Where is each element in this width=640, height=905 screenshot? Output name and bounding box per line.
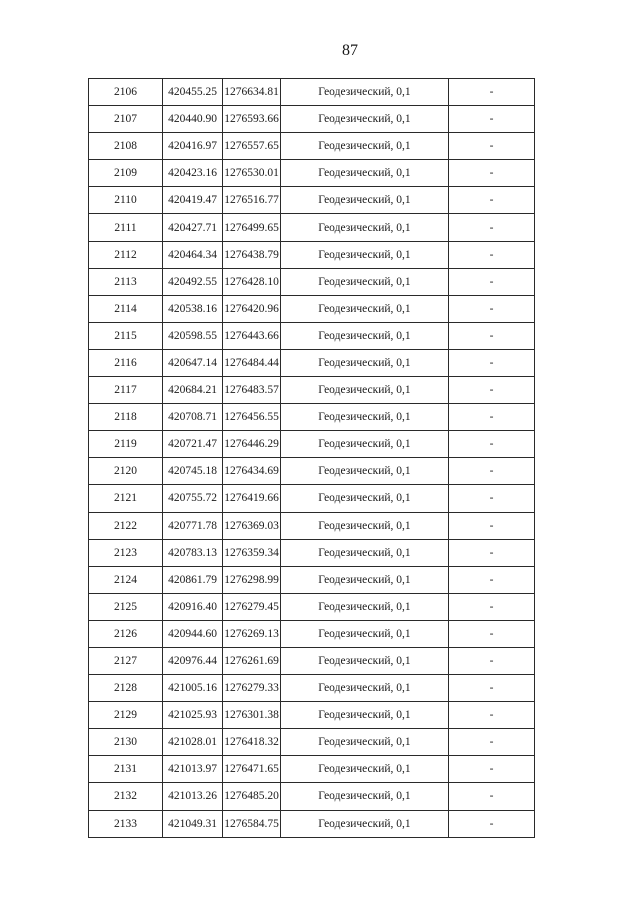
table-row <box>89 295 535 322</box>
table-row <box>89 783 535 810</box>
point-number-cell: 2131 <box>89 756 163 783</box>
note-cell: - <box>449 214 535 241</box>
y-coordinate-cell: 1276418.32 <box>223 729 281 756</box>
method-accuracy-cell: Геодезический, 0,1 <box>281 458 449 485</box>
method-accuracy-cell: Геодезический, 0,1 <box>281 702 449 729</box>
table-row <box>89 566 535 593</box>
table-row <box>89 756 535 783</box>
x-coordinate-cell: 420419.47 <box>163 187 223 214</box>
x-coordinate-cell: 420423.16 <box>163 160 223 187</box>
point-number-cell: 2116 <box>89 349 163 376</box>
table-row <box>89 349 535 376</box>
page-number: 87 <box>342 42 358 59</box>
method-accuracy-cell: Геодезический, 0,1 <box>281 810 449 837</box>
table-row <box>89 214 535 241</box>
x-coordinate-cell: 421013.26 <box>163 783 223 810</box>
note-cell: - <box>449 647 535 674</box>
table-row <box>89 485 535 512</box>
x-coordinate-cell: 421013.97 <box>163 756 223 783</box>
method-accuracy-cell: Геодезический, 0,1 <box>281 729 449 756</box>
y-coordinate-cell: 1276443.66 <box>223 322 281 349</box>
y-coordinate-cell: 1276485.20 <box>223 783 281 810</box>
y-coordinate-cell: 1276434.69 <box>223 458 281 485</box>
y-coordinate-cell: 1276301.38 <box>223 702 281 729</box>
table-row <box>89 268 535 295</box>
y-coordinate-cell: 1276359.34 <box>223 539 281 566</box>
y-coordinate-cell: 1276261.69 <box>223 647 281 674</box>
point-number-cell: 2115 <box>89 322 163 349</box>
note-cell: - <box>449 349 535 376</box>
x-coordinate-cell: 420492.55 <box>163 268 223 295</box>
table-row <box>89 458 535 485</box>
method-accuracy-cell: Геодезический, 0,1 <box>281 133 449 160</box>
point-number-cell: 2106 <box>89 79 163 106</box>
x-coordinate-cell: 420455.25 <box>163 79 223 106</box>
table-row <box>89 539 535 566</box>
table-row <box>89 160 535 187</box>
note-cell: - <box>449 620 535 647</box>
y-coordinate-cell: 1276584.75 <box>223 810 281 837</box>
point-number-cell: 2120 <box>89 458 163 485</box>
note-cell: - <box>449 485 535 512</box>
x-coordinate-cell: 420976.44 <box>163 647 223 674</box>
method-accuracy-cell: Геодезический, 0,1 <box>281 79 449 106</box>
x-coordinate-cell: 420783.13 <box>163 539 223 566</box>
method-accuracy-cell: Геодезический, 0,1 <box>281 675 449 702</box>
table-row <box>89 512 535 539</box>
note-cell: - <box>449 377 535 404</box>
method-accuracy-cell: Геодезический, 0,1 <box>281 295 449 322</box>
method-accuracy-cell: Геодезический, 0,1 <box>281 593 449 620</box>
point-number-cell: 2108 <box>89 133 163 160</box>
method-accuracy-cell: Геодезический, 0,1 <box>281 620 449 647</box>
table-row <box>89 431 535 458</box>
y-coordinate-cell: 1276516.77 <box>223 187 281 214</box>
y-coordinate-cell: 1276279.45 <box>223 593 281 620</box>
table-row <box>89 377 535 404</box>
x-coordinate-cell: 420538.16 <box>163 295 223 322</box>
note-cell: - <box>449 458 535 485</box>
point-number-cell: 2121 <box>89 485 163 512</box>
note-cell: - <box>449 512 535 539</box>
table-row <box>89 620 535 647</box>
note-cell: - <box>449 810 535 837</box>
method-accuracy-cell: Геодезический, 0,1 <box>281 539 449 566</box>
note-cell: - <box>449 431 535 458</box>
note-cell: - <box>449 295 535 322</box>
point-number-cell: 2133 <box>89 810 163 837</box>
method-accuracy-cell: Геодезический, 0,1 <box>281 377 449 404</box>
table-row <box>89 675 535 702</box>
method-accuracy-cell: Геодезический, 0,1 <box>281 404 449 431</box>
table-row <box>89 133 535 160</box>
table-row <box>89 106 535 133</box>
method-accuracy-cell: Геодезический, 0,1 <box>281 349 449 376</box>
x-coordinate-cell: 420416.97 <box>163 133 223 160</box>
x-coordinate-cell: 420861.79 <box>163 566 223 593</box>
point-number-cell: 2128 <box>89 675 163 702</box>
method-accuracy-cell: Геодезический, 0,1 <box>281 485 449 512</box>
table-row <box>89 729 535 756</box>
table-row <box>89 810 535 837</box>
table-row <box>89 187 535 214</box>
table-row <box>89 79 535 106</box>
table-row <box>89 593 535 620</box>
point-number-cell: 2117 <box>89 377 163 404</box>
y-coordinate-cell: 1276530.01 <box>223 160 281 187</box>
point-number-cell: 2113 <box>89 268 163 295</box>
y-coordinate-cell: 1276483.57 <box>223 377 281 404</box>
x-coordinate-cell: 420721.47 <box>163 431 223 458</box>
table-row <box>89 241 535 268</box>
note-cell: - <box>449 702 535 729</box>
x-coordinate-cell: 420771.78 <box>163 512 223 539</box>
table-row <box>89 702 535 729</box>
point-number-cell: 2126 <box>89 620 163 647</box>
note-cell: - <box>449 539 535 566</box>
method-accuracy-cell: Геодезический, 0,1 <box>281 783 449 810</box>
point-number-cell: 2124 <box>89 566 163 593</box>
x-coordinate-cell: 420598.55 <box>163 322 223 349</box>
note-cell: - <box>449 783 535 810</box>
point-number-cell: 2107 <box>89 106 163 133</box>
note-cell: - <box>449 756 535 783</box>
note-cell: - <box>449 566 535 593</box>
note-cell: - <box>449 187 535 214</box>
point-number-cell: 2122 <box>89 512 163 539</box>
y-coordinate-cell: 1276438.79 <box>223 241 281 268</box>
note-cell: - <box>449 106 535 133</box>
y-coordinate-cell: 1276499.65 <box>223 214 281 241</box>
point-number-cell: 2129 <box>89 702 163 729</box>
y-coordinate-cell: 1276419.66 <box>223 485 281 512</box>
x-coordinate-cell: 420440.90 <box>163 106 223 133</box>
note-cell: - <box>449 593 535 620</box>
method-accuracy-cell: Геодезический, 0,1 <box>281 431 449 458</box>
method-accuracy-cell: Геодезический, 0,1 <box>281 756 449 783</box>
table-row <box>89 404 535 431</box>
point-number-cell: 2125 <box>89 593 163 620</box>
y-coordinate-cell: 1276456.55 <box>223 404 281 431</box>
x-coordinate-cell: 420944.60 <box>163 620 223 647</box>
x-coordinate-cell: 421028.01 <box>163 729 223 756</box>
y-coordinate-cell: 1276420.96 <box>223 295 281 322</box>
coordinates-table <box>88 78 535 838</box>
note-cell: - <box>449 404 535 431</box>
x-coordinate-cell: 420464.34 <box>163 241 223 268</box>
table-row <box>89 322 535 349</box>
point-number-cell: 2114 <box>89 295 163 322</box>
x-coordinate-cell: 420647.14 <box>163 349 223 376</box>
y-coordinate-cell: 1276279.33 <box>223 675 281 702</box>
x-coordinate-cell: 420684.21 <box>163 377 223 404</box>
x-coordinate-cell: 421005.16 <box>163 675 223 702</box>
note-cell: - <box>449 675 535 702</box>
x-coordinate-cell: 420745.18 <box>163 458 223 485</box>
point-number-cell: 2111 <box>89 214 163 241</box>
note-cell: - <box>449 729 535 756</box>
method-accuracy-cell: Геодезический, 0,1 <box>281 322 449 349</box>
point-number-cell: 2123 <box>89 539 163 566</box>
y-coordinate-cell: 1276634.81 <box>223 79 281 106</box>
coordinates-table-body <box>89 79 535 838</box>
point-number-cell: 2119 <box>89 431 163 458</box>
x-coordinate-cell: 420708.71 <box>163 404 223 431</box>
point-number-cell: 2109 <box>89 160 163 187</box>
method-accuracy-cell: Геодезический, 0,1 <box>281 187 449 214</box>
point-number-cell: 2127 <box>89 647 163 674</box>
method-accuracy-cell: Геодезический, 0,1 <box>281 241 449 268</box>
x-coordinate-cell: 421049.31 <box>163 810 223 837</box>
method-accuracy-cell: Геодезический, 0,1 <box>281 512 449 539</box>
y-coordinate-cell: 1276298.99 <box>223 566 281 593</box>
method-accuracy-cell: Геодезический, 0,1 <box>281 566 449 593</box>
method-accuracy-cell: Геодезический, 0,1 <box>281 214 449 241</box>
point-number-cell: 2110 <box>89 187 163 214</box>
x-coordinate-cell: 420427.71 <box>163 214 223 241</box>
y-coordinate-cell: 1276484.44 <box>223 349 281 376</box>
note-cell: - <box>449 268 535 295</box>
point-number-cell: 2130 <box>89 729 163 756</box>
table-row <box>89 647 535 674</box>
x-coordinate-cell: 420755.72 <box>163 485 223 512</box>
method-accuracy-cell: Геодезический, 0,1 <box>281 268 449 295</box>
y-coordinate-cell: 1276593.66 <box>223 106 281 133</box>
y-coordinate-cell: 1276369.03 <box>223 512 281 539</box>
method-accuracy-cell: Геодезический, 0,1 <box>281 106 449 133</box>
note-cell: - <box>449 79 535 106</box>
x-coordinate-cell: 421025.93 <box>163 702 223 729</box>
y-coordinate-cell: 1276269.13 <box>223 620 281 647</box>
point-number-cell: 2118 <box>89 404 163 431</box>
method-accuracy-cell: Геодезический, 0,1 <box>281 160 449 187</box>
y-coordinate-cell: 1276557.65 <box>223 133 281 160</box>
x-coordinate-cell: 420916.40 <box>163 593 223 620</box>
y-coordinate-cell: 1276446.29 <box>223 431 281 458</box>
method-accuracy-cell: Геодезический, 0,1 <box>281 647 449 674</box>
note-cell: - <box>449 133 535 160</box>
note-cell: - <box>449 322 535 349</box>
note-cell: - <box>449 160 535 187</box>
y-coordinate-cell: 1276471.65 <box>223 756 281 783</box>
point-number-cell: 2132 <box>89 783 163 810</box>
point-number-cell: 2112 <box>89 241 163 268</box>
y-coordinate-cell: 1276428.10 <box>223 268 281 295</box>
note-cell: - <box>449 241 535 268</box>
